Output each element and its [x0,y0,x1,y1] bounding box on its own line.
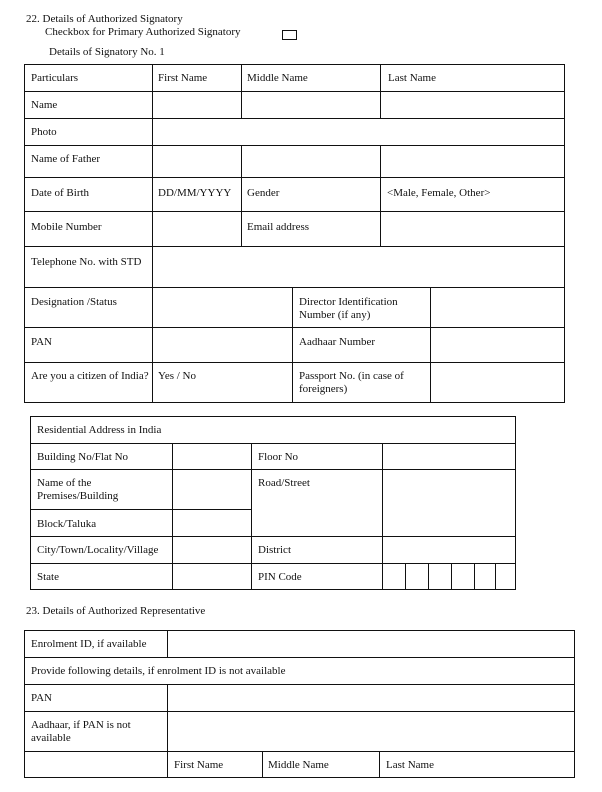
label-rep-aadhaar: Aadhaar, if PAN is not available [31,719,131,744]
label-block: Block/Taluka [37,518,97,530]
label-din: Director Identification Number (if any) [299,296,398,321]
rep-aadhaar-field[interactable] [168,712,574,751]
rep-header-last-name: Last Name [386,759,434,771]
label-premises: Name of the Premises/Building [37,477,119,502]
floor-field[interactable] [383,444,515,469]
mobile-field[interactable] [153,212,241,246]
label-city: City/Town/Locality/Village [37,544,159,556]
label-floor: Floor No [258,451,299,463]
label-citizen: Are you a citizen of India? [31,370,149,382]
label-district: District [258,544,291,556]
district-field[interactable] [383,537,515,563]
rep-pan-field[interactable] [168,685,574,711]
header-first-name: First Name [158,72,208,84]
aadhaar-field[interactable] [431,328,564,362]
signatory-subheading: Details of Signatory No. 1 [49,46,165,58]
block-field[interactable] [173,510,251,536]
label-state: State [37,571,59,583]
label-aadhaar: Aadhaar Number [299,336,376,348]
label-pan: PAN [31,336,52,348]
label-email: Email address [247,221,310,233]
father-last-name-field[interactable] [381,146,564,177]
rep-header-middle-name: Middle Name [268,759,329,771]
address-title: Residential Address in India [37,424,162,436]
email-field[interactable] [381,212,564,246]
label-photo: Photo [31,126,57,138]
state-field[interactable] [173,564,251,589]
section-23-heading: 23. Details of Authorized Representative [26,605,206,617]
label-gender: Gender [247,187,280,199]
father-first-name-field[interactable] [153,146,241,177]
pan-field[interactable] [153,328,292,362]
dob-field[interactable]: DD/MM/YYYY [158,187,232,199]
telephone-field[interactable] [153,247,564,287]
designation-field[interactable] [153,288,292,327]
passport-field[interactable] [431,363,564,402]
label-enrolment-id: Enrolment ID, if available [31,638,147,650]
label-mobile: Mobile Number [31,221,102,233]
first-name-field[interactable] [153,92,241,118]
label-name: Name [31,99,58,111]
label-rep-pan: PAN [31,692,52,704]
primary-signatory-checkbox[interactable] [282,30,297,40]
enrolment-instruction: Provide following details, if enrolment ID is not available [31,665,286,677]
city-field[interactable] [173,537,251,563]
label-building: Building No/Flat No [37,451,129,463]
label-road: Road/Street [258,477,310,489]
label-telephone: Telephone No. with STD [31,256,142,268]
header-last-name: Last Name [388,72,436,84]
building-field[interactable] [173,444,251,469]
photo-field[interactable] [153,119,564,145]
rep-header-first-name: First Name [174,759,224,771]
label-father-name: Name of Father [31,153,101,165]
road-field[interactable] [383,470,515,536]
father-middle-name-field[interactable] [242,146,380,177]
citizen-field[interactable]: Yes / No [158,370,197,382]
header-particulars: Particulars [31,72,79,84]
label-pin: PIN Code [258,571,302,583]
label-passport: Passport No. (in case of foreigners) [299,370,404,395]
pin-code-field[interactable] [383,564,515,589]
enrolment-id-field[interactable] [168,631,574,657]
section-22-heading: 22. Details of Authorized Signatory [26,13,183,25]
primary-signatory-checkbox-label: Checkbox for Primary Authorized Signatory [45,26,241,38]
last-name-field[interactable] [381,92,564,118]
gender-field[interactable]: <Male, Female, Other> [387,187,491,199]
premises-field[interactable] [173,470,251,509]
middle-name-field[interactable] [242,92,380,118]
label-designation: Designation /Status [31,296,117,308]
label-dob: Date of Birth [31,187,90,199]
header-middle-name: Middle Name [247,72,308,84]
din-field[interactable] [431,288,564,327]
